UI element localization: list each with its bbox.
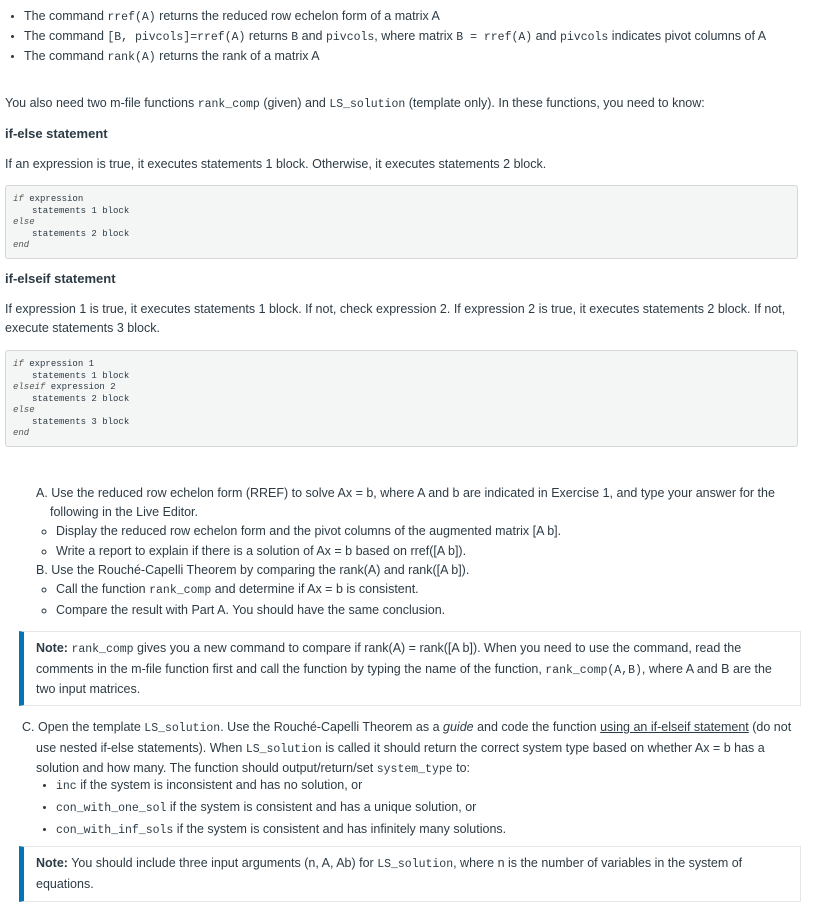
list-item: ◦ Display the reduced row echelon form and the pivot columns of the augmented matrix [A b]. [56, 522, 796, 542]
ifelse-heading: if-else statement [5, 126, 108, 141]
text: , where matrix [374, 29, 457, 43]
text: , where A and B are the two input matrices. [36, 661, 772, 696]
inline-code: [B, pivcols]=rref(A) [107, 31, 246, 44]
code-text: statements 2 block [32, 229, 130, 239]
inline-code: LS_solution [245, 742, 322, 756]
inline-code: pivcols [560, 31, 609, 44]
inline-code: inc [56, 780, 77, 793]
code-text: statements 1 block [32, 371, 130, 381]
part-c [22, 718, 806, 780]
list-item [24, 47, 804, 67]
keyword: if [13, 194, 24, 204]
text: indicates pivot columns of A [608, 29, 767, 43]
note-label: Note: [36, 856, 68, 870]
list-item [24, 7, 804, 27]
list-item [56, 797, 796, 819]
text: The command [24, 29, 108, 43]
keyword: end [13, 240, 30, 250]
command-list [4, 7, 804, 67]
ifelseif-description: If expression 1 is true, it executes statements 1 block. If not, check expression 2. If expression 2 is true, it executes statements 2 block. If not, execute statements 3 block. [5, 302, 786, 335]
text: and [298, 29, 326, 43]
text: and [532, 29, 560, 43]
keyword: else [13, 217, 35, 227]
keyword: if [13, 359, 24, 369]
text: returns the reduced row echelon form of a matrix A [155, 9, 440, 23]
code-text: expression 1 [23, 359, 95, 369]
underlined-text: using an if-elseif statement [600, 720, 749, 734]
code-text: expression 2 [45, 382, 116, 392]
keyword: elseif [13, 382, 46, 392]
text: and determine if Ax = b is consistent. [211, 582, 419, 596]
emphasis: guide [443, 720, 474, 734]
inline-code: rank_comp(A,B) [545, 663, 642, 677]
text: You also need two m-file functions [5, 96, 198, 110]
inline-code: rank_comp [197, 98, 260, 111]
list-item [56, 819, 796, 841]
keyword: else [13, 405, 35, 415]
code-text: expression [23, 194, 84, 204]
inline-code: con_with_inf_sols [56, 824, 174, 837]
inline-code: pivcols [325, 31, 375, 44]
text: The command [24, 9, 108, 23]
part-b [36, 561, 796, 620]
text: , where n is the number of variables in the system of equations. [36, 856, 743, 891]
inline-code: rref(A) [107, 11, 156, 24]
parts-list-ab [20, 484, 796, 620]
inline-code: B = rref(A) [456, 31, 533, 44]
inline-code: rank_comp [149, 584, 212, 597]
text: (do not use nested if-else statements). When [36, 720, 792, 755]
inline-code: rank(A) [107, 51, 156, 64]
text: and code the function [473, 720, 601, 734]
text: is called it should return the correct system type based on whether Ax = b has a solution and how many. The function should output/return/set [36, 740, 765, 775]
ifelseif-heading: if-elseif statement [5, 271, 116, 286]
text: returns the rank of a matrix A [155, 49, 320, 63]
keyword: end [13, 428, 30, 438]
text: (given) and [259, 96, 330, 110]
text: if the system is consistent and has infinitely many solutions. [173, 822, 507, 836]
text: gives you a new command to compare if rank(A) = rank([A b]). When you need to use the command, read the comments in the m-file function first and call the function by typing the name of the function, [36, 641, 742, 676]
list-item [56, 775, 796, 797]
code-text: statements 2 block [32, 394, 130, 404]
text: to: [452, 761, 471, 775]
text: C. Open the template [22, 720, 145, 734]
text: The command [24, 49, 108, 63]
code-text: statements 1 block [32, 206, 130, 216]
inline-code: system_type [376, 763, 453, 776]
text: . Use the Rouché-Capelli Theorem as a [220, 720, 444, 734]
note-label: Note: [36, 641, 68, 655]
ifelseif-code-block [5, 350, 798, 447]
text: You should include three input arguments (n, A, Ab) for [67, 856, 378, 870]
inline-code: LS_solution [329, 98, 406, 111]
note-callout-2 [19, 846, 801, 902]
ifelse-description: If an expression is true, it executes statements 1 block. Otherwise, it executes statements 2 block. [5, 157, 547, 171]
part-c-items [36, 775, 796, 841]
inline-code: rank_comp [71, 643, 134, 656]
part-a-items [36, 522, 796, 561]
inline-code: LS_solution [377, 858, 454, 871]
text: returns [245, 29, 292, 43]
part-a-label: A. Use the reduced row echelon form (RREF) to solve Ax = b, where A and b are indicated in Exercise 1, and type your answer for the following in the Live Editor. [36, 486, 775, 519]
list-item: ◦ Write a report to explain if there is a solution of Ax = b based on rref([A b]). [56, 542, 796, 562]
list-item [24, 27, 804, 47]
inline-code: B [291, 31, 299, 44]
list-item [56, 580, 796, 601]
ifelse-code-block [5, 185, 798, 259]
intro-paragraph [5, 94, 705, 114]
note-callout-1 [19, 631, 801, 706]
text: (template only). In these functions, you need to know: [405, 96, 705, 110]
part-a [36, 484, 796, 561]
text: if the system is consistent and has a unique solution, or [166, 800, 477, 814]
code-text: statements 3 block [32, 417, 130, 427]
part-b-label: B. Use the Rouché-Capelli Theorem by comparing the rank(A) and rank([A b]). [36, 563, 470, 577]
list-item: ◦ Compare the result with Part A. You should have the same conclusion. [56, 601, 796, 621]
text: if the system is inconsistent and has no solution, or [76, 778, 363, 792]
text: Call the function [56, 582, 150, 596]
inline-code: LS_solution [144, 722, 221, 735]
inline-code: con_with_one_sol [56, 802, 167, 815]
part-b-items [36, 580, 796, 620]
